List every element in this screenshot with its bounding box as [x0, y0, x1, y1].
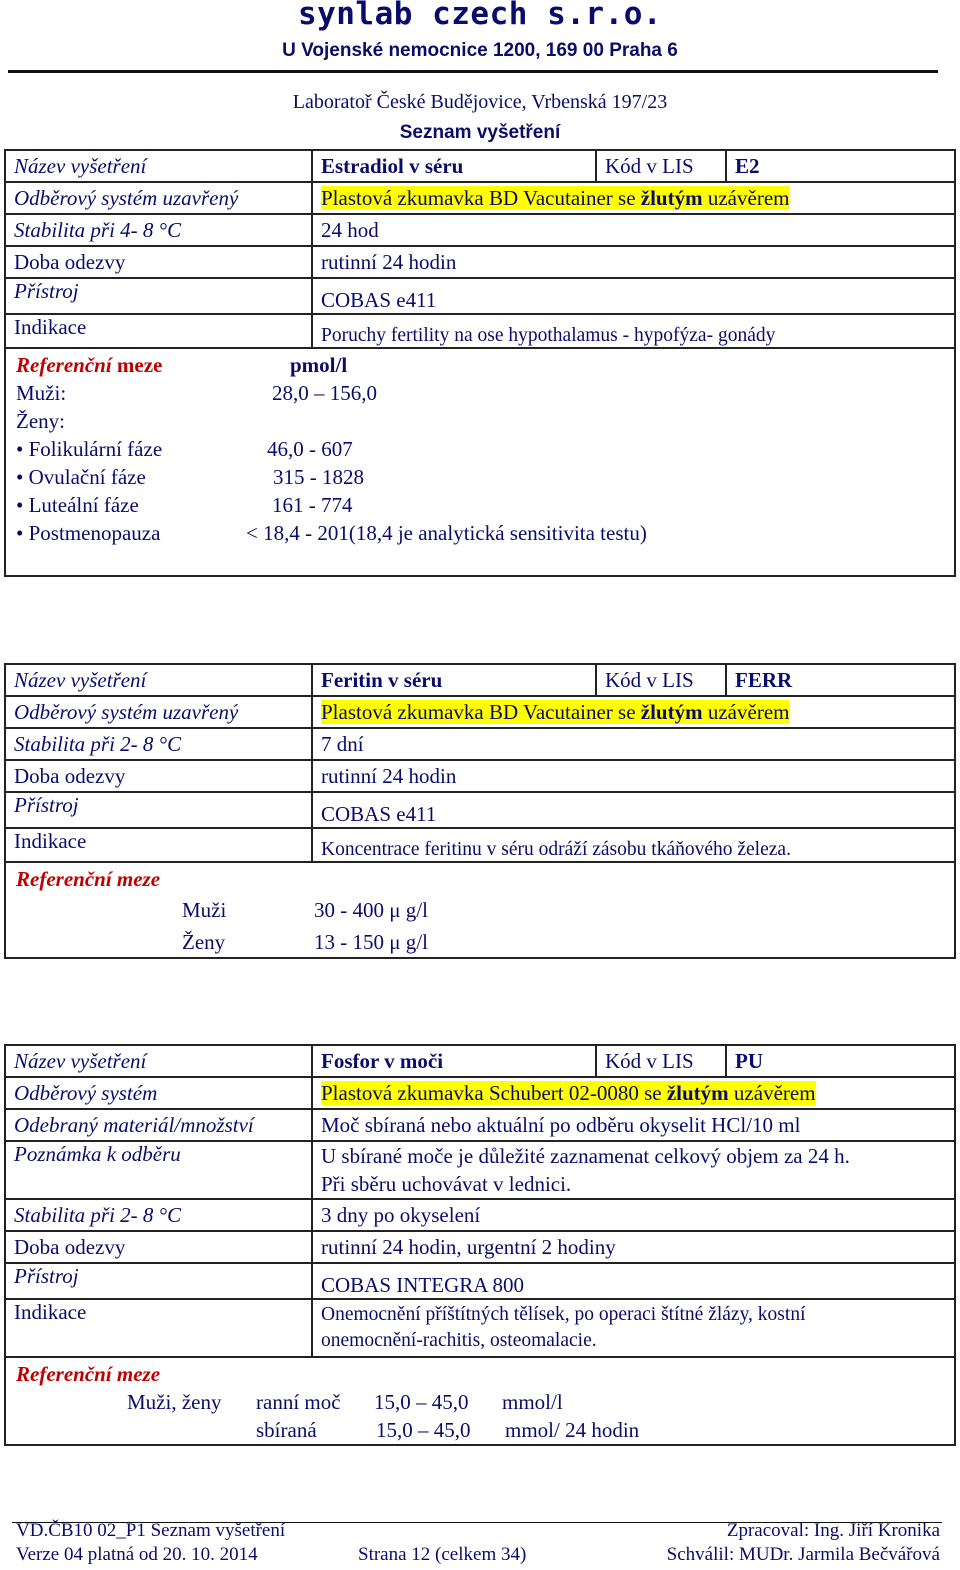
sample-type: sbíraná [256, 1418, 317, 1442]
exam-table-fosfor [4, 1044, 956, 1446]
reference-range-title: Referenční meze [16, 1362, 161, 1386]
indication: Koncentrace feritinu v séru odráží zásobu tkáňového železa. [312, 828, 955, 862]
unit: pmol/l [290, 353, 348, 377]
page-number: Strana 12 (celkem 34) [358, 1544, 527, 1565]
collection-system-label: Odběrový systém uzavřený [5, 696, 312, 728]
stability: 3 dny po okyselení [312, 1199, 955, 1231]
range-value: 315 - 1828 [273, 465, 364, 489]
reference-range-cell [5, 348, 955, 576]
range-label: • Ovulační fáze [16, 465, 146, 489]
exam-name: Estradiol v séru [312, 150, 596, 182]
exam-name-label: Název vyšetření [5, 664, 312, 696]
men-range: 28,0 – 156,0 [272, 381, 377, 405]
men-label: Muži [182, 898, 227, 922]
lis-code-label: Kód v LIS [596, 1045, 726, 1077]
response-time-label: Doba odezvy [5, 1231, 312, 1263]
indication-label: Indikace [5, 828, 312, 862]
range-label: • Luteální fáze [16, 493, 139, 517]
material: Moč sbíraná nebo aktuální po odběru okyselit HCl/10 ml [312, 1109, 955, 1141]
approved-by: Schválil: MUDr. Jarmila Bečvářová [666, 1544, 940, 1565]
indication-line: onemocnění-rachitis, osteomalacie. [321, 1330, 597, 1351]
collection-system: Plastová zkumavka BD Vacutainer se žlutým uzávěrem [312, 182, 955, 214]
range-label: • Folikulární fáze [16, 437, 163, 461]
reference-range-title: Referenční meze [16, 867, 161, 891]
men-label: Muži: [16, 381, 67, 405]
response-time-label: Doba odezvy [5, 246, 312, 278]
prepared-by: Zpracoval: Ing. Jiří Kronika [726, 1520, 940, 1541]
collection-system: Plastová zkumavka BD Vacutainer se žlutým uzávěrem [312, 696, 955, 728]
patients-label: Muži, ženy [127, 1390, 222, 1414]
lis-code-label: Kód v LIS [596, 150, 726, 182]
men-range: 30 - 400 μ g/l [314, 898, 428, 922]
exam-table-feritin [4, 663, 956, 959]
header-divider [8, 70, 938, 73]
response-time: rutinní 24 hodin [312, 760, 955, 792]
document-id: VD.ČB10 02_P1 Seznam vyšetření [16, 1520, 286, 1541]
range-unit: mmol/l [502, 1390, 563, 1414]
stability-label: Stabilita při 2- 8 °C [5, 1199, 312, 1231]
stability: 7 dní [312, 728, 955, 760]
indication [312, 1299, 955, 1357]
stability-label: Stabilita při 2- 8 °C [5, 728, 312, 760]
exam-table-estradiol [4, 149, 956, 577]
instrument: COBAS INTEGRA 800 [312, 1263, 955, 1299]
instrument: COBAS e411 [312, 278, 955, 314]
response-time-label: Doba odezvy [5, 760, 312, 792]
exam-name: Fosfor v moči [312, 1045, 596, 1077]
response-time: rutinní 24 hodin, urgentní 2 hodiny [312, 1231, 955, 1263]
collection-note-line: Při sběru uchovávat v lednici. [321, 1172, 572, 1196]
page-title: Seznam vyšetření [399, 122, 561, 143]
range-value: 15,0 – 45,0 [374, 1390, 469, 1414]
exam-name-label: Název vyšetření [5, 1045, 312, 1077]
exam-name-label: Název vyšetření [5, 150, 312, 182]
range-label: • Postmenopauza [16, 521, 161, 545]
collection-note-label: Poznámka k odběru [5, 1141, 312, 1199]
women-label: Ženy [182, 930, 226, 954]
response-time: rutinní 24 hodin [312, 246, 955, 278]
material-label: Odebraný materiál/množství [5, 1109, 312, 1141]
laboratory-address: Laboratoř České Budějovice, Vrbenská 197/23 [292, 91, 668, 113]
lis-code: PU [726, 1045, 955, 1077]
instrument-label: Přístroj [5, 278, 312, 314]
stability: 24 hod [312, 214, 955, 246]
range-unit: mmol/ 24 hodin [505, 1418, 640, 1442]
instrument-label: Přístroj [5, 1263, 312, 1299]
company-name: synlab czech s.r.o. [297, 0, 663, 32]
women-label: Ženy: [16, 409, 65, 433]
indication: Poruchy fertility na ose hypothalamus - hypofýza- gonády [312, 314, 955, 348]
lis-code: E2 [726, 150, 955, 182]
sample-type: ranní moč [256, 1390, 341, 1414]
lis-code-label: Kód v LIS [596, 664, 726, 696]
exam-name: Feritin v séru [312, 664, 596, 696]
collection-system-label: Odběrový systém uzavřený [5, 182, 312, 214]
reference-range-title: Referenční meze [16, 353, 163, 377]
collection-system-label: Odběrový systém [5, 1077, 312, 1109]
instrument: COBAS e411 [312, 792, 955, 828]
reference-range-cell [5, 862, 955, 958]
indication-label: Indikace [5, 314, 312, 348]
range-value: < 18,4 - 201(18,4 je analytická sensitivita testu) [246, 521, 647, 545]
range-value: 46,0 - 607 [267, 437, 353, 461]
company-address: U Vojenské nemocnice 1200, 169 00 Praha 6 [282, 40, 678, 61]
instrument-label: Přístroj [5, 792, 312, 828]
range-value: 161 - 774 [272, 493, 353, 517]
indication-line: Onemocnění příštítných tělísek, po operaci štítné žlázy, kostní [321, 1304, 806, 1325]
range-value: 15,0 – 45,0 [376, 1418, 471, 1442]
women-range: 13 - 150 μ g/l [314, 930, 428, 954]
collection-system: Plastová zkumavka Schubert 02-0080 se žlutým uzávěrem [312, 1077, 955, 1109]
lis-code: FERR [726, 664, 955, 696]
indication-label: Indikace [5, 1299, 312, 1357]
version-info: Verze 04 platná od 20. 10. 2014 [16, 1544, 258, 1565]
stability-label: Stabilita při 4- 8 °C [5, 214, 312, 246]
reference-range-cell [5, 1357, 955, 1445]
collection-note-line: U sbírané moče je důležité zaznamenat celkový objem za 24 h. [321, 1144, 850, 1168]
collection-note [312, 1141, 955, 1199]
